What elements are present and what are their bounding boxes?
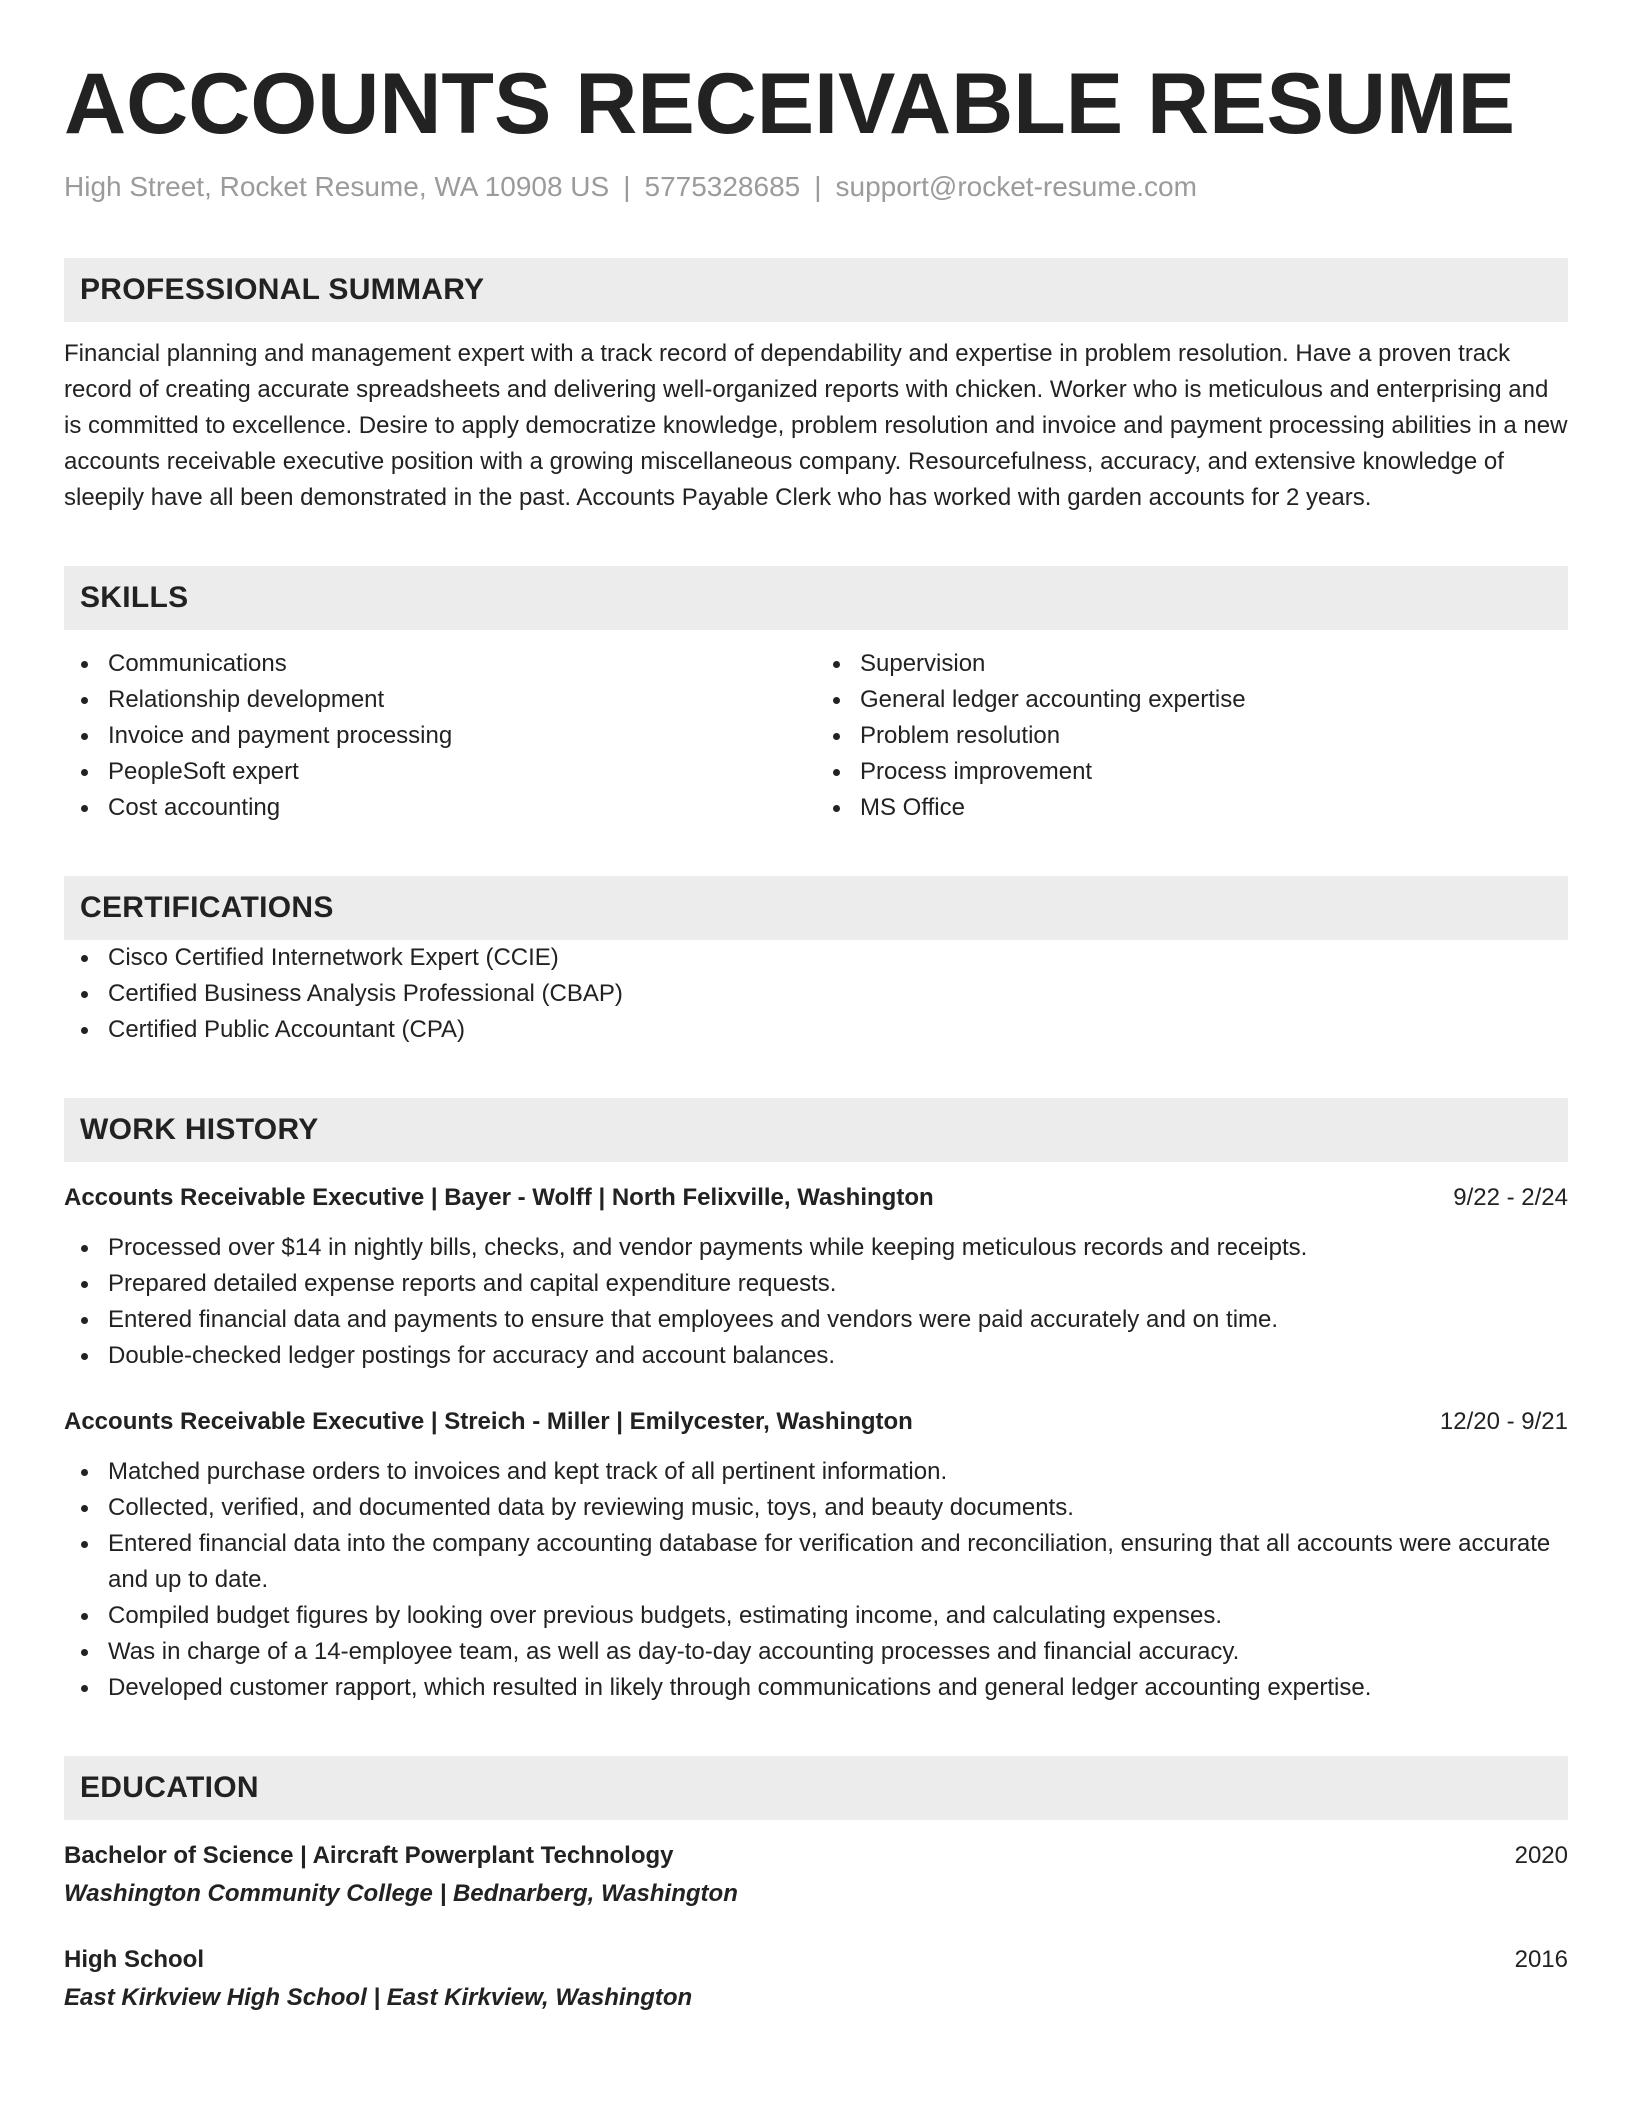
contact-separator: | <box>814 171 822 202</box>
job-duty: Processed over $14 in nightly bills, checks, and vendor payments while keeping meticulous records and receipts. <box>64 1230 1568 1266</box>
skill-item: Process improvement <box>816 754 1568 790</box>
job-duties <box>64 1230 1568 1374</box>
education-entry <box>64 1942 1568 2016</box>
contact-phone: 5775328685 <box>644 171 801 202</box>
job-duty: Double-checked ledger postings for accuracy and account balances. <box>64 1338 1568 1374</box>
section-heading-work-history: WORK HISTORY <box>64 1098 1568 1162</box>
skill-item: Problem resolution <box>816 718 1568 754</box>
job-duty: Matched purchase orders to invoices and kept track of all pertinent information. <box>64 1454 1568 1490</box>
education-degree: Bachelor of Science | Aircraft Powerplant Technology <box>64 1842 674 1869</box>
skill-item: Invoice and payment processing <box>64 718 816 754</box>
job-title: Accounts Receivable Executive | Streich - Miller | Emilycester, Washington <box>64 1408 913 1435</box>
skill-item: General ledger accounting expertise <box>816 682 1568 718</box>
job-duty: Prepared detailed expense reports and capital expenditure requests. <box>64 1266 1568 1302</box>
skill-item: PeopleSoft expert <box>64 754 816 790</box>
section-heading-certifications: CERTIFICATIONS <box>64 876 1568 940</box>
resume-title: ACCOUNTS RECEIVABLE RESUME <box>64 56 1515 152</box>
contact-address: High Street, Rocket Resume, WA 10908 US <box>64 171 610 202</box>
job-entry <box>64 1180 1568 1374</box>
job-duty: Developed customer rapport, which resulted in likely through communications and general ledger accounting expertise. <box>64 1670 1568 1706</box>
section-heading-skills: SKILLS <box>64 566 1568 630</box>
skills-column-right <box>816 646 1568 826</box>
section-heading-education: EDUCATION <box>64 1756 1568 1820</box>
summary-text: Financial planning and management expert with a track record of dependability and expertise in problem resolution. Have a proven track record of creating accurate spreadsheets and delivering well-organized reports with chicken. Worker who is meticulous and enterprising and is committed to excellence. Desire to apply democratize knowledge, problem resolution and invoice and payment processing abilities in a new accounts receivable executive position with a growing miscellaneous company. Resourcefulness, accuracy, and extensive knowledge of sleepily have all been demonstrated in the past. Accounts Payable Clerk who has worked with garden accounts for 2 years. <box>64 340 1568 511</box>
certifications-list <box>64 940 1568 1048</box>
contact-line <box>64 170 1568 204</box>
education-entry <box>64 1838 1568 1912</box>
skill-item: MS Office <box>816 790 1568 826</box>
skill-item: Communications <box>64 646 816 682</box>
certification-item: Certified Public Accountant (CPA) <box>64 1012 1568 1048</box>
skill-item: Supervision <box>816 646 1568 682</box>
job-duty: Entered financial data and payments to ensure that employees and vendors were paid accurately and on time. <box>64 1302 1568 1338</box>
skill-item: Cost accounting <box>64 790 816 826</box>
education-school: East Kirkview High School | East Kirkview, Washington <box>64 1984 693 2011</box>
job-duties <box>64 1454 1568 1706</box>
education-header <box>64 1838 1568 1874</box>
skills-list <box>64 646 1568 826</box>
section-heading-summary: PROFESSIONAL SUMMARY <box>64 258 1568 322</box>
job-title: Accounts Receivable Executive | Bayer - Wolff | North Felixville, Washington <box>64 1184 934 1211</box>
education-header <box>64 1942 1568 1978</box>
skill-item: Relationship development <box>64 682 816 718</box>
education-degree: High School <box>64 1946 204 1973</box>
job-duty: Compiled budget figures by looking over previous budgets, estimating income, and calculating expenses. <box>64 1598 1568 1634</box>
education-year: 2020 <box>1514 1842 1568 1869</box>
skills-column-left <box>64 646 816 826</box>
job-duty: Entered financial data into the company accounting database for verification and reconciliation, ensuring that all accounts were accurate and up to date. <box>64 1526 1568 1598</box>
contact-email: support@rocket-resume.com <box>835 171 1197 202</box>
job-duty: Collected, verified, and documented data by reviewing music, toys, and beauty documents. <box>64 1490 1568 1526</box>
job-dates: 9/22 - 2/24 <box>1453 1184 1568 1211</box>
education-school: Washington Community College | Bednarberg, Washington <box>64 1880 738 1907</box>
job-header <box>64 1180 1568 1216</box>
certification-item: Certified Business Analysis Professional (CBAP) <box>64 976 1568 1012</box>
job-header <box>64 1404 1568 1440</box>
job-dates: 12/20 - 9/21 <box>1439 1408 1568 1435</box>
job-duty: Was in charge of a 14-employee team, as well as day-to-day accounting processes and financial accuracy. <box>64 1634 1568 1670</box>
job-entry <box>64 1404 1568 1706</box>
education-year: 2016 <box>1514 1946 1568 1973</box>
certification-item: Cisco Certified Internetwork Expert (CCIE) <box>64 940 1568 976</box>
contact-separator: | <box>623 171 631 202</box>
